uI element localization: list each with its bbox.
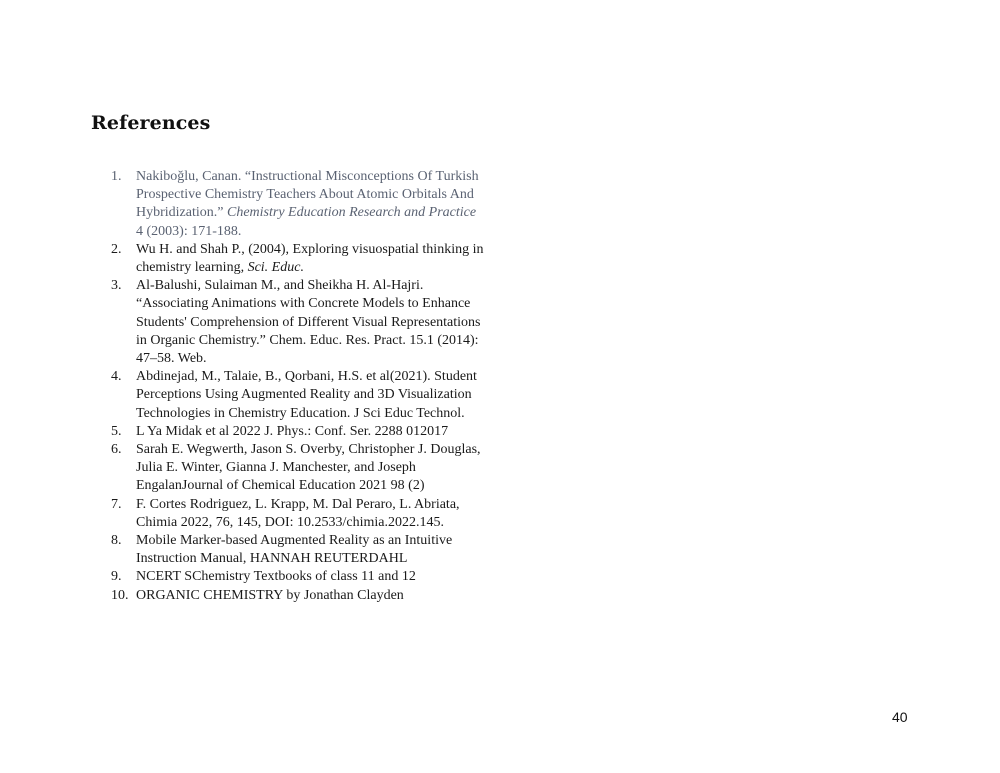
reference-text-part: Wu H. and Shah P., (2004), Exploring visuospatial thinking in chemistry learning, (136, 241, 484, 276)
reference-text (136, 242, 483, 275)
reference-item (111, 568, 486, 586)
page-title: References (91, 112, 211, 134)
reference-text-part: Sarah E. Wegwerth, Jason S. Overby, Christopher J. Douglas, Julia E. Winter, Gianna J. Manchester, and Joseph EngalanJournal of Chemical Education 2021 98 (2) (136, 442, 481, 494)
reference-text (136, 169, 479, 239)
reference-text (136, 369, 477, 420)
reference-text-part: L Ya Midak et al 2022 J. Phys.: Conf. Ser. 2288 012017 (136, 423, 449, 439)
reference-item (111, 423, 486, 441)
reference-number: 1. (111, 169, 122, 184)
reference-item (111, 368, 486, 423)
reference-number: 10. (111, 587, 129, 603)
reference-text-part: ORGANIC CHEMISTRY by Jonathan Clayden (136, 587, 404, 603)
reference-text-part: NCERT SChemistry Textbooks of class 11 and 12 (136, 569, 416, 585)
reference-number: 3. (111, 278, 122, 294)
reference-item (111, 441, 486, 496)
reference-text (136, 278, 481, 366)
reference-source-italic: Sci. Educ. (247, 260, 304, 276)
reference-text-part: Abdinejad, M., Talaie, B., Qorbani, H.S. et al(2021). Student Perceptions Using Augmented Reality and 3D Visualization Technologies in Chemistry Education. J Sci Educ Technol. (136, 369, 477, 421)
reference-item (111, 496, 486, 532)
reference-item (111, 241, 486, 277)
reference-text (136, 588, 404, 603)
reference-text (136, 533, 452, 566)
reference-text (136, 497, 460, 530)
reference-number: 5. (111, 423, 122, 439)
reference-item (111, 587, 486, 605)
reference-number: 6. (111, 442, 122, 458)
reference-item (111, 532, 486, 568)
reference-text-part: F. Cortes Rodriguez, L. Krapp, M. Dal Peraro, L. Abriata, Chimia 2022, 76, 145, DOI: 10.2533/chimia.2022.145. (136, 496, 460, 530)
reference-number: 4. (111, 369, 122, 385)
reference-text-part: Mobile Marker-based Augmented Reality as an Intuitive Instruction Manual, HANNAH REUTERDAHL (136, 533, 453, 567)
reference-text (136, 569, 416, 584)
page-number: 40 (892, 709, 908, 725)
reference-number: 2. (111, 241, 122, 257)
reference-number: 9. (111, 569, 122, 585)
reference-text-part: 4 (2003): 171-188. (136, 223, 242, 239)
reference-number: 8. (111, 533, 122, 549)
reference-item (111, 168, 486, 241)
reference-text (136, 424, 448, 439)
reference-text-part: Nakiboğlu, Canan. “Instructional Misconceptions Of Turkish Prospective Chemistry Teachers About Atomic Orbitals And Hybridization.” (136, 169, 479, 221)
reference-text (136, 442, 481, 493)
reference-text-part: Al-Balushi, Sulaiman M., and Sheikha H. Al-Hajri. “Associating Animations with Concrete Models to Enhance Students' Comprehension of Different Visual Representations in Organic Chemistry.” Chem. Educ. Res. Pract. 15.1 (2014): 47–58. Web. (136, 278, 481, 367)
reference-source-italic: Chemistry Education Research and Practice (226, 205, 477, 221)
references-list (111, 168, 486, 605)
reference-number: 7. (111, 496, 122, 512)
reference-item (111, 277, 486, 368)
